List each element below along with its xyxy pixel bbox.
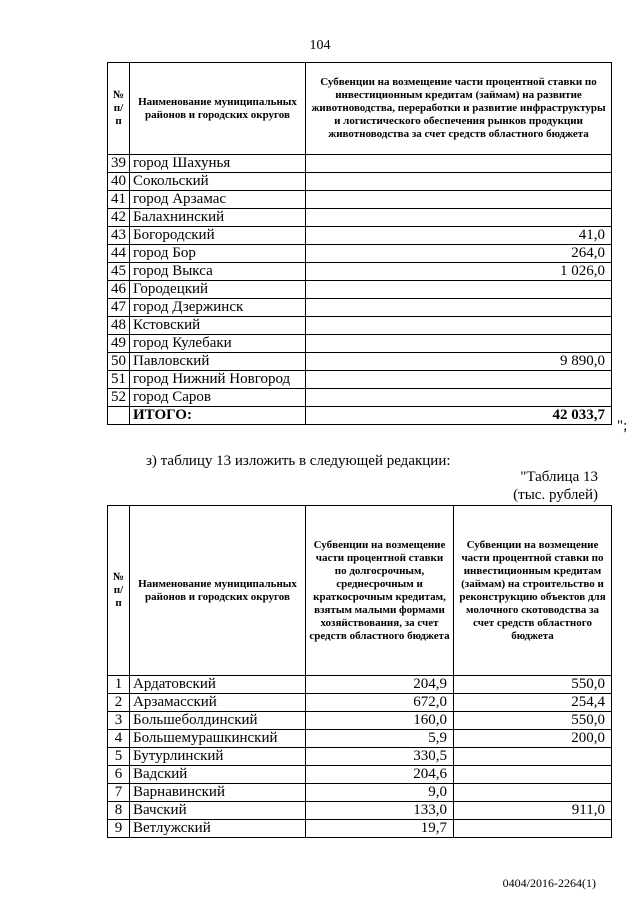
row-number: 42 xyxy=(108,209,130,227)
district-name: Бутурлинский xyxy=(130,748,306,766)
table-row xyxy=(108,245,612,263)
row-number: 47 xyxy=(108,299,130,317)
table-row xyxy=(108,209,612,227)
district-name: Большеболдинский xyxy=(130,712,306,730)
table-title: "Таблица 13 xyxy=(520,469,598,485)
row-number: 7 xyxy=(108,784,130,802)
row-number: 3 xyxy=(108,712,130,730)
table-row xyxy=(108,730,612,748)
district-name: город Шахунья xyxy=(130,155,306,173)
district-name: город Арзамас xyxy=(130,191,306,209)
small-business-subsidy-value: 133,0 xyxy=(306,802,454,820)
small-business-subsidy-value: 19,7 xyxy=(306,820,454,838)
table-body xyxy=(108,155,612,425)
subsidy-value xyxy=(306,191,612,209)
document-code: 0404/2016-2264(1) xyxy=(502,876,596,890)
column-header-number: № п/п xyxy=(108,506,130,676)
row-number: 4 xyxy=(108,730,130,748)
table-row xyxy=(108,694,612,712)
district-name: Городецкий xyxy=(130,281,306,299)
row-number: 41 xyxy=(108,191,130,209)
subsidy-table-continuation xyxy=(107,62,612,425)
small-business-subsidy-value: 330,5 xyxy=(306,748,454,766)
small-business-subsidy-value: 204,9 xyxy=(306,676,454,694)
table-row xyxy=(108,802,612,820)
district-name: город Дзержинск xyxy=(130,299,306,317)
row-number: 39 xyxy=(108,155,130,173)
subsidy-value: 9 890,0 xyxy=(306,353,612,371)
dairy-subsidy-value: 254,4 xyxy=(454,694,612,712)
table-row xyxy=(108,299,612,317)
total-value: 42 033,7 xyxy=(306,407,612,425)
table-row xyxy=(108,389,612,407)
small-business-subsidy-value: 160,0 xyxy=(306,712,454,730)
column-header-livestock-subsidy: Субвенции на возмещение части процентной ставки по инвестиционным кредитам (займам) на развитие животноводства, переработки и развитие инфраструктуры и логистического обеспечения рынков продукции животноводства за счет средств областного бюджета xyxy=(306,63,612,155)
table-row xyxy=(108,263,612,281)
column-header-district-name: Наименование муниципальных районов и городских округов xyxy=(130,506,306,676)
row-number: 46 xyxy=(108,281,130,299)
table-row xyxy=(108,766,612,784)
district-name: Вачский xyxy=(130,802,306,820)
table-row xyxy=(108,281,612,299)
district-name: город Выкса xyxy=(130,263,306,281)
district-name: Павловский xyxy=(130,353,306,371)
table-unit: (тыс. рублей) xyxy=(513,487,598,503)
district-name: Большемурашкинский xyxy=(130,730,306,748)
dairy-subsidy-value xyxy=(454,748,612,766)
row-number: 49 xyxy=(108,335,130,353)
row-number: 1 xyxy=(108,676,130,694)
small-business-subsidy-value: 204,6 xyxy=(306,766,454,784)
total-label: ИТОГО: xyxy=(130,407,306,425)
column-header-small-business-subsidy: Субвенции на возмещение части процентной ставки по долгосрочным, среднесрочным и краткосрочным кредитам, взятым малыми формами хозяйствования, за счет средств областного бюджета xyxy=(306,506,454,676)
dairy-subsidy-value xyxy=(454,820,612,838)
district-name: Балахнинский xyxy=(130,209,306,227)
table-row xyxy=(108,173,612,191)
district-name: Варнавинский xyxy=(130,784,306,802)
page-number: 104 xyxy=(309,38,331,53)
subsidy-value xyxy=(306,281,612,299)
column-header-dairy-subsidy: Субвенции на возмещение части процентной ставки по инвестиционным кредитам (займам) на строительство и реконструкцию объектов для молочного скотоводства за счет средств областного бюджета xyxy=(454,506,612,676)
subsidy-value: 264,0 xyxy=(306,245,612,263)
row-number: 52 xyxy=(108,389,130,407)
district-name: Вадский xyxy=(130,766,306,784)
dairy-subsidy-value: 911,0 xyxy=(454,802,612,820)
row-number: 50 xyxy=(108,353,130,371)
row-number: 9 xyxy=(108,820,130,838)
row-number: 48 xyxy=(108,317,130,335)
column-header-number: № п/п xyxy=(108,63,130,155)
small-business-subsidy-value: 9,0 xyxy=(306,784,454,802)
small-business-subsidy-value: 5,9 xyxy=(306,730,454,748)
district-name: Арзамасский xyxy=(130,694,306,712)
table-caption xyxy=(513,468,598,504)
row-number: 8 xyxy=(108,802,130,820)
district-name: Богородский xyxy=(130,227,306,245)
table-row xyxy=(108,335,612,353)
dairy-subsidy-value xyxy=(454,766,612,784)
district-name: Ардатовский xyxy=(130,676,306,694)
table-row xyxy=(108,820,612,838)
row-number: 43 xyxy=(108,227,130,245)
dairy-subsidy-value: 200,0 xyxy=(454,730,612,748)
subsidy-value xyxy=(306,173,612,191)
table-row xyxy=(108,191,612,209)
table-row xyxy=(108,712,612,730)
subsidy-value xyxy=(306,371,612,389)
table-row xyxy=(108,784,612,802)
subsidy-value xyxy=(306,317,612,335)
dairy-subsidy-value: 550,0 xyxy=(454,676,612,694)
table-row xyxy=(108,371,612,389)
district-name: город Бор xyxy=(130,245,306,263)
table-row xyxy=(108,676,612,694)
table-row xyxy=(108,353,612,371)
table-13 xyxy=(107,505,612,838)
table-row xyxy=(108,317,612,335)
subsidy-value xyxy=(306,335,612,353)
district-name: город Нижний Новгород xyxy=(130,371,306,389)
row-number: 2 xyxy=(108,694,130,712)
subsidy-value xyxy=(306,209,612,227)
row-number: 6 xyxy=(108,766,130,784)
row-number: 40 xyxy=(108,173,130,191)
row-number: 45 xyxy=(108,263,130,281)
subsidy-value xyxy=(306,299,612,317)
dairy-subsidy-value xyxy=(454,784,612,802)
row-number: 5 xyxy=(108,748,130,766)
table-row xyxy=(108,748,612,766)
district-name: Кстовский xyxy=(130,317,306,335)
subsidy-value xyxy=(306,389,612,407)
table-body xyxy=(108,676,612,838)
closing-quote-mark: "; xyxy=(617,418,628,434)
amendment-instruction: з) таблицу 13 изложить в следующей редакции: xyxy=(146,453,451,469)
district-name: Ветлужский xyxy=(130,820,306,838)
row-number: 51 xyxy=(108,371,130,389)
subsidy-value: 1 026,0 xyxy=(306,263,612,281)
district-name: Сокольский xyxy=(130,173,306,191)
district-name: город Саров xyxy=(130,389,306,407)
row-number: 44 xyxy=(108,245,130,263)
total-row xyxy=(108,407,612,425)
column-header-district-name: Наименование муниципальных районов и городских округов xyxy=(130,63,306,155)
table-row xyxy=(108,155,612,173)
subsidy-value: 41,0 xyxy=(306,227,612,245)
table-row xyxy=(108,227,612,245)
dairy-subsidy-value: 550,0 xyxy=(454,712,612,730)
district-name: город Кулебаки xyxy=(130,335,306,353)
small-business-subsidy-value: 672,0 xyxy=(306,694,454,712)
empty-cell xyxy=(108,407,130,425)
subsidy-value xyxy=(306,155,612,173)
